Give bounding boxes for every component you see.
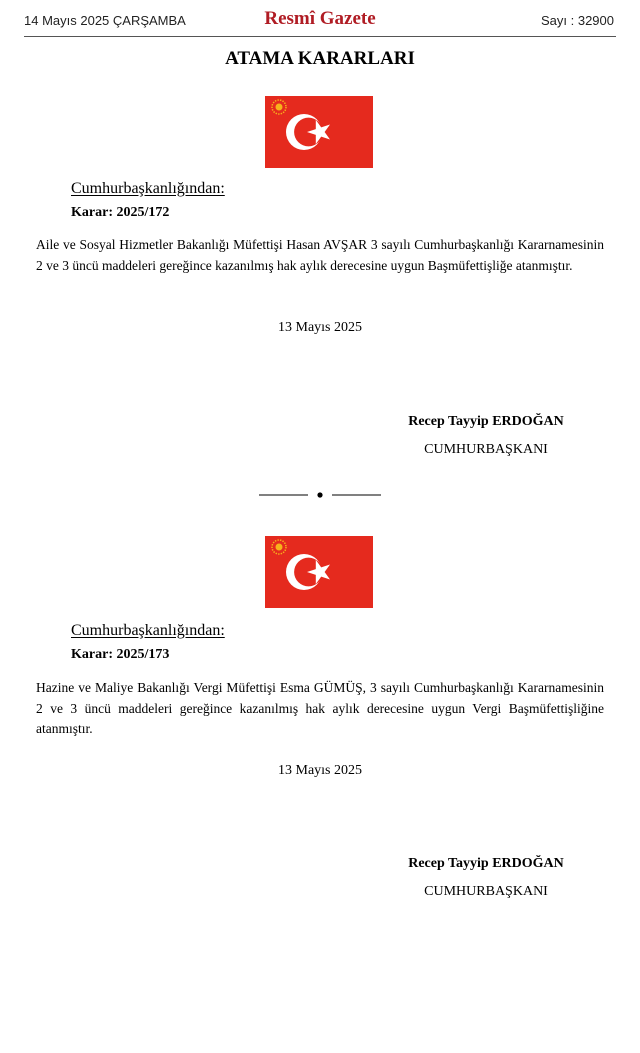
- issue-date: 14 Mayıs 2025 ÇARŞAMBA: [24, 13, 186, 28]
- decree-number: Karar: 2025/172: [71, 205, 170, 220]
- issuing-institution: Cumhurbaşkanlığından:: [71, 180, 225, 197]
- decree-date: 13 Mayıs 2025: [278, 763, 362, 778]
- issue-number: Sayı : 32900: [541, 13, 614, 28]
- decree-date: 13 Mayıs 2025: [278, 320, 362, 335]
- section-divider: [259, 488, 381, 502]
- decree-text: Aile ve Sosyal Hizmetler Bakanlığı Müfettişi Hasan AVŞAR 3 sayılı Cumhurbaşkanlığı Kararnamesinin 2 ve 3 üncü maddeleri gereğince kazanılmış hak aylık derecesine uygun Başmüfettişliğe atanmıştır.: [36, 237, 604, 273]
- section-title: ATAMA KARARLARI: [225, 48, 415, 69]
- decree-text: Hazine ve Maliye Bakanlığı Vergi Müfettişi Esma GÜMÜŞ, 3 sayılı Cumhurbaşkanlığı Kararnamesinin 2 ve 3 üncü maddeleri gereğince kazanılmış hak aylık derecesine uygun Vergi Başmüfettişliğine atanmıştır.: [36, 680, 604, 736]
- turkish-flag-icon: [265, 96, 373, 168]
- signatory-title: CUMHURBAŞKANI: [424, 884, 548, 899]
- signatory-title: CUMHURBAŞKANI: [424, 442, 548, 457]
- gazette-title: Resmî Gazete: [264, 8, 376, 29]
- signatory-name: Recep Tayyip ERDOĞAN: [408, 856, 564, 871]
- turkish-flag-icon: [265, 536, 373, 608]
- issuing-institution: Cumhurbaşkanlığından:: [71, 622, 225, 639]
- gazette-header: [24, 8, 616, 37]
- signatory-name: Recep Tayyip ERDOĞAN: [408, 414, 564, 429]
- decree-number: Karar: 2025/173: [71, 647, 170, 662]
